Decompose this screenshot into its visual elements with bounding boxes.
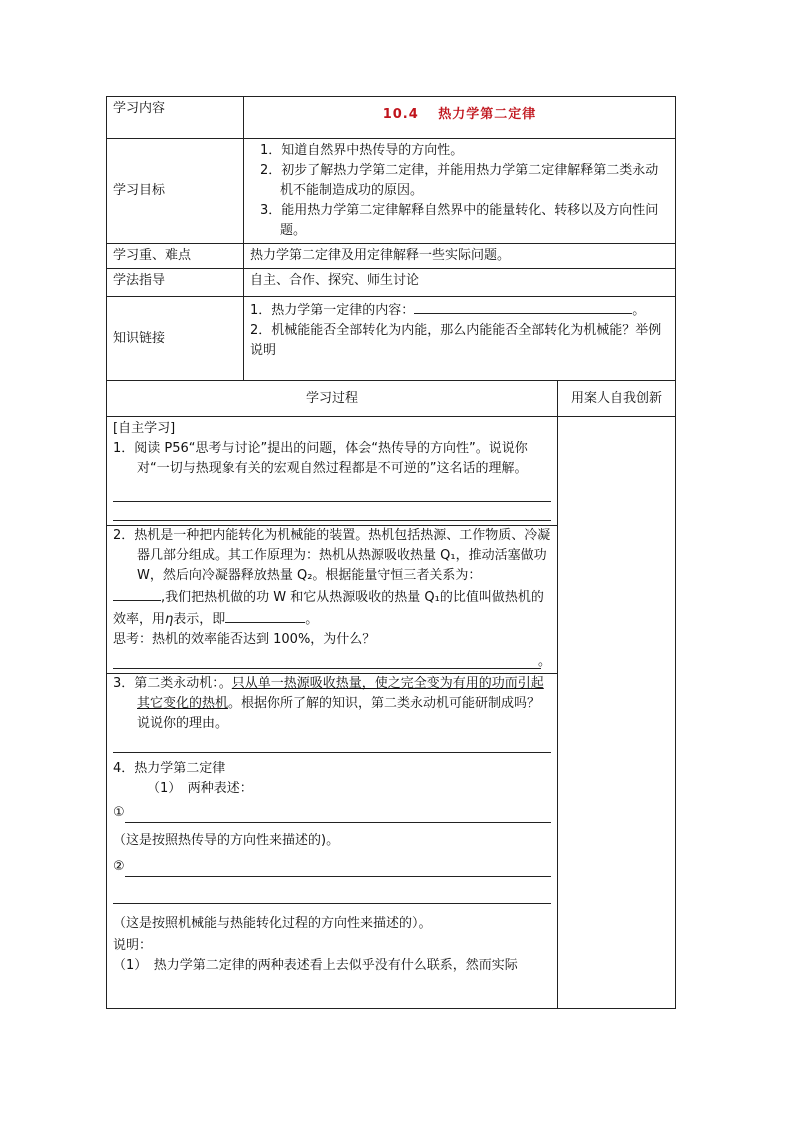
row-method: [107, 269, 676, 297]
goals-cell: [244, 139, 676, 244]
knowledge-item-1: 1．热力学第一定律的内容： 。: [250, 299, 669, 321]
answer-line[interactable]: [113, 483, 551, 502]
answer-line[interactable]: [125, 858, 551, 877]
statement-1: ①: [113, 803, 551, 823]
row-process-body: [107, 417, 676, 1009]
think-answer: 。: [113, 650, 551, 669]
knowledge-item-2: 2．机械能能否全部转化为内能，那么内能能否全部转化为机械能？举例说明: [250, 323, 662, 358]
question-2: 2．热机是一种把内能转化为机械能的装置。热机包括热源、工作物质、冷凝器几部分组成。其工作原理为：热机从热源吸收热量 Q₁，推动活塞做功 W，然后向冷凝器释放热量 Q₂。根据能量守恒三者关系为：: [113, 528, 551, 583]
question-3: 3．第二类永动机：。只从单一热源吸收热量，使之完全变为有用的功而引起其它变化的热机。根据你所了解的知识，第二类永动机可能研制成吗？说说你的理由。: [113, 676, 544, 731]
row-process-header: [107, 381, 676, 417]
answer-line[interactable]: [113, 650, 541, 669]
self-study-heading: [自主学习]: [113, 421, 176, 436]
row-knowledge: [107, 297, 676, 381]
answer-line[interactable]: [113, 885, 551, 904]
knowledge-cell: [244, 297, 676, 381]
process-header: 学习过程: [107, 381, 558, 417]
label-keypoints: 学习重、难点: [107, 244, 244, 269]
fill-blank[interactable]: [113, 586, 161, 601]
fill-blank[interactable]: [225, 608, 305, 623]
goal-item: 2．初步了解热力学第二定律，并能用热力学第二定律解释第二类永动机不能制造成功的原因。: [260, 163, 659, 198]
label-content: 学习内容: [107, 97, 244, 139]
answer-line[interactable]: [113, 502, 551, 521]
answer-line[interactable]: [113, 734, 551, 753]
lesson-plan-table: [106, 96, 676, 1009]
label-knowledge: 知识链接: [107, 297, 244, 381]
goal-item: 3．能用热力学第二定律解释自然界中的能量转化、转移以及方向性问题。: [260, 203, 659, 238]
process-body: [107, 417, 558, 1009]
underlined-definition: 只从单一热源吸收热量，使之完全变为有用的功而引起其它变化的热机: [137, 676, 544, 711]
label-goals: 学习目标: [107, 139, 244, 244]
question-2-cont: ,我们把热机做的功 W 和它从热源吸收的热量 Q₁的比值叫做热机的效率，用η表示，即 。: [113, 586, 551, 630]
question-1: 1．阅读 P56“思考与讨论”提出的问题，体会“热传导的方向性”。说说你对“一切与热现象有关的宏观自然过程都是不可逆的”这名话的理解。: [113, 441, 528, 476]
row-goals: [107, 139, 676, 244]
note-2: （这是按照机械能与热能转化过程的方向性来描述的）。: [113, 916, 432, 931]
think-question: 思考：热机的效率能否达到 100%，为什么？: [113, 632, 376, 647]
answer-line[interactable]: [125, 804, 551, 823]
page-title: 10.4 热力学第二定律: [244, 97, 676, 139]
keypoints-value: 热力学第二定律及用定律解释一些实际问题。: [244, 244, 676, 269]
question-4-sub: （1） 两种表述：: [147, 781, 253, 796]
goal-item: 1．知道自然界中热传导的方向性。: [260, 143, 464, 158]
statement-2: ②: [113, 857, 551, 877]
fill-blank[interactable]: [414, 299, 632, 314]
label-method: 学法指导: [107, 269, 244, 297]
method-value: 自主、合作、探究、师生讨论: [244, 269, 676, 297]
row-keypoints: [107, 244, 676, 269]
explain-1: （1） 热力学第二定律的两种表述看上去似乎没有什么联系，然而实际: [113, 958, 518, 973]
row-content: [107, 97, 676, 139]
innovation-cell[interactable]: [558, 417, 676, 1009]
note-1: （这是按照热传导的方向性来描述的)。: [113, 833, 340, 848]
innovation-header: 用案人自我创新: [558, 381, 676, 417]
explain-heading: 说明：: [113, 938, 153, 953]
question-4: 4．热力学第二定律: [113, 761, 226, 776]
